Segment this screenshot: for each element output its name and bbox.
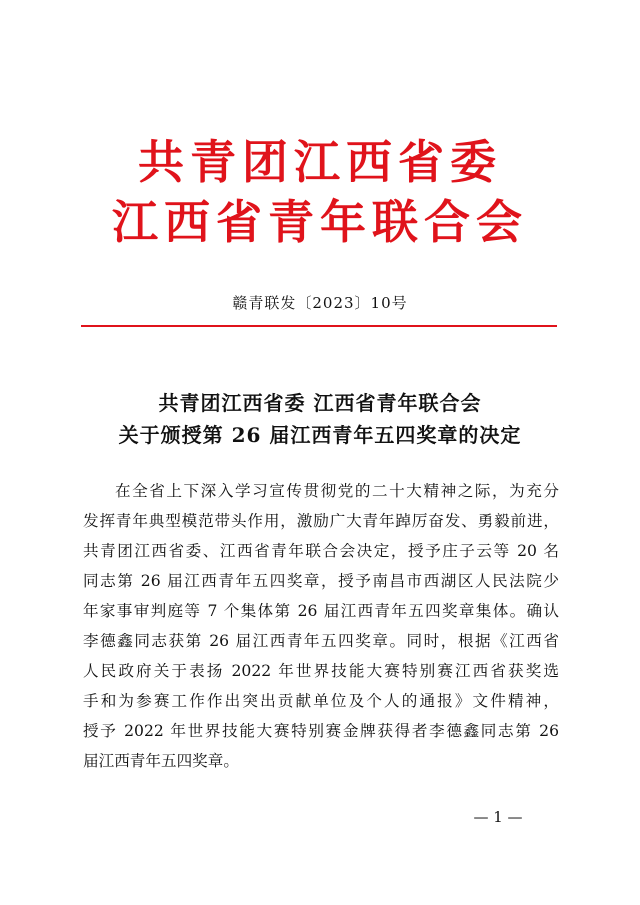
body-line: 授予 2022 年世界技能大赛特别赛金牌获得者李德鑫同志第 26 [83,722,559,740]
body-line: 在全省上下深入学习宣传贯彻党的二十大精神之际，为充分 [115,482,559,500]
document-title-line-1: 共青团江西省委 江西省青年联合会 [158,391,482,415]
document-number: 赣青联发〔2023〕10号 [232,294,408,312]
issuing-org-line-1: 共青团江西省委 [138,135,502,189]
body-line: 届江西青年五四奖章。 [83,752,239,770]
body-paragraph [83,476,559,776]
document-title-line-2: 关于颁授第 26 届江西青年五四奖章的决定 [118,423,522,447]
red-separator-line [81,325,557,327]
body-line: 人民政府关于表扬 2022 年世界技能大赛特别赛江西省获奖选 [83,662,559,680]
body-line: 发挥青年典型模范带头作用，激励广大青年踔厉奋发、勇毅前进， [83,512,559,530]
body-line: 年家事审判庭等 7 个集体第 26 届江西青年五四奖章集体。确认 [83,602,559,620]
body-line: 李德鑫同志获第 26 届江西青年五四奖章。同时，根据《江西省 [83,632,559,650]
body-line: 同志第 26 届江西青年五四奖章，授予南昌市西湖区人民法院少 [83,572,559,590]
issuing-org-line-2: 江西省青年联合会 [112,195,528,249]
page-number: — 1 — [473,808,523,826]
body-line: 手和为参赛工作作出突出贡献单位及个人的通报》文件精神， [83,692,559,710]
body-line: 共青团江西省委、江西省青年联合会决定，授予庄子云等 20 名 [83,542,559,560]
